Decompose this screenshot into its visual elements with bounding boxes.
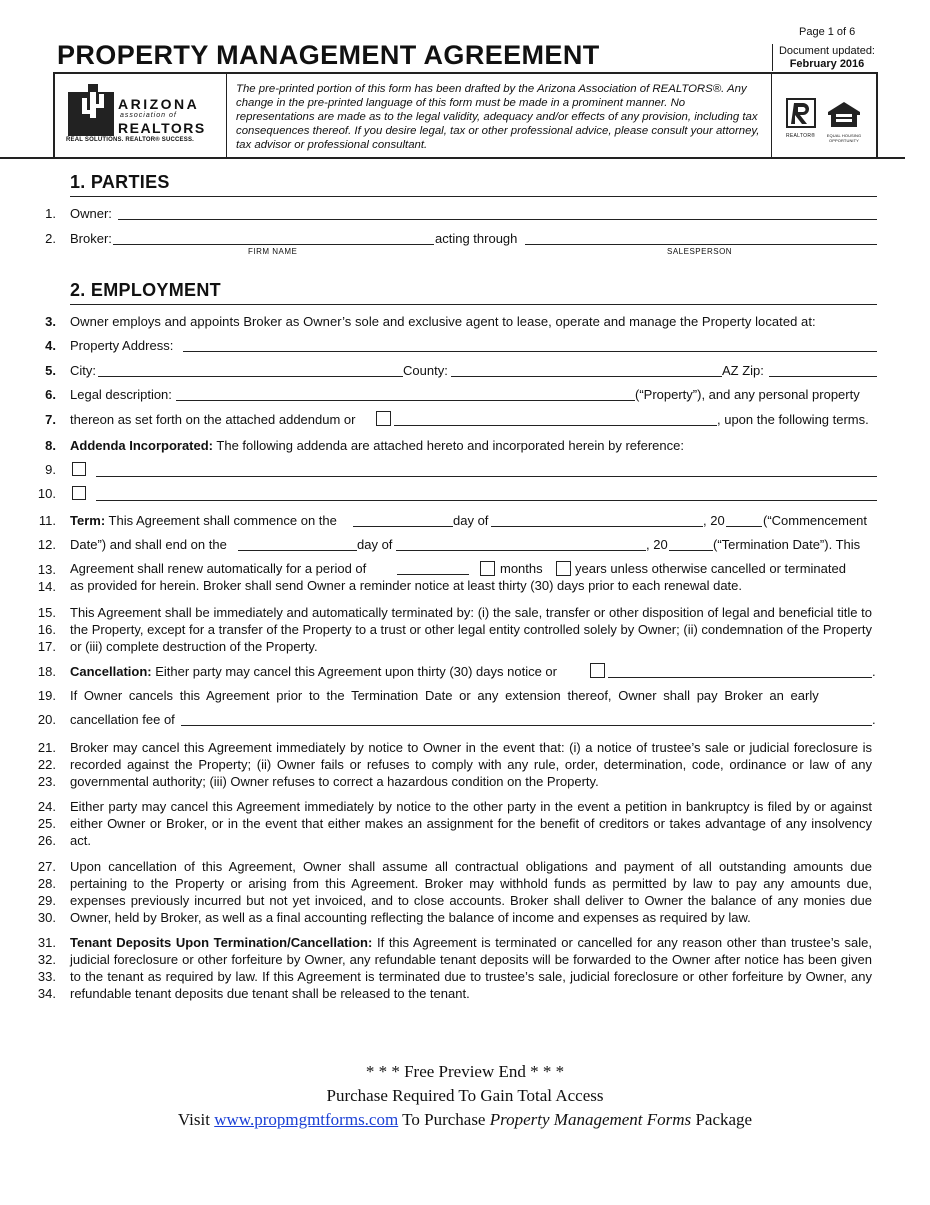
zip-label: AZ Zip:	[722, 363, 764, 378]
automatic-termination-paragraph: This Agreement shall be immediately and automatically terminated by: (i) the sale, transfer or other disposition of legal and beneficial title to the Property, except for a transfer of the Property to a trust or other legal entity controlled solely by Owner; (ii) condemnation of the Property or (iii) complete destruction of the Property.	[70, 605, 872, 654]
years-checkbox[interactable]	[556, 561, 571, 576]
logo-realtors: REALTORS	[118, 120, 206, 136]
early-cancel-text: If Owner cancels this Agreement prior to the Termination Date or any extension thereof, Owner shall pay Broker an early	[70, 688, 819, 703]
addendum-item-checkbox[interactable]	[72, 462, 86, 476]
line-number: 14.	[37, 579, 56, 594]
months-label: months	[500, 561, 543, 576]
county-label: County:	[403, 363, 448, 378]
property-address-label: Property Address:	[70, 338, 174, 353]
logo-arizona: ARIZONA	[118, 96, 200, 112]
line-number: 32.	[37, 952, 56, 967]
line-number: 2.	[45, 231, 56, 246]
cancellation-notice-checkbox[interactable]	[590, 663, 605, 678]
salesperson-field[interactable]	[525, 244, 877, 245]
property-address-field[interactable]	[183, 351, 877, 352]
addenda-heading: Addenda Incorporated:	[70, 438, 214, 453]
preview-end-notice: * * * Free Preview End * * *	[365, 1062, 565, 1081]
line-numbers-24-26	[0, 798, 56, 849]
logo-association: association of	[120, 112, 177, 119]
zip-field[interactable]	[769, 376, 877, 377]
property-definition-text: (“Property”), and any personal property	[635, 387, 860, 402]
header-bottom-rule	[0, 157, 905, 159]
broker-label: Broker:	[70, 231, 112, 246]
line-number: 1.	[45, 206, 56, 221]
broker-cancel-paragraph: Broker may cancel this Agreement immediately by notice to Owner in the event that: (i) a notice of trustee’s sale or judicial foreclosure is recorded against the Property; (ii) Owner fails or refuses to comply with any rule, order, determination, code, ordinance or law of any governmental authority; (iii) Owner refuses to correct a hazardous condition on the Property.	[70, 740, 872, 789]
line-number: 29.	[37, 893, 56, 908]
commencement-text: (“Commencement	[763, 513, 868, 528]
line-numbers-15-17	[0, 604, 56, 655]
package-label: Package	[691, 1110, 753, 1129]
line-number: 27.	[37, 859, 56, 874]
cancellation-heading: Cancellation:	[70, 664, 152, 679]
line-number: 7.	[45, 412, 56, 427]
termination-date-text: (“Termination Date”). This	[713, 537, 861, 552]
cancellation-body: Either party may cancel this Agreement upon thirty (30) days notice or	[151, 664, 557, 679]
salesperson-caption: SALESPERSON	[667, 247, 733, 256]
line-number: 23.	[37, 774, 56, 789]
months-checkbox[interactable]	[480, 561, 495, 576]
commence-day-field[interactable]	[353, 526, 453, 527]
to-purchase-label: To Purchase	[398, 1110, 490, 1129]
cancellation-text	[70, 664, 557, 679]
document-title: PROPERTY MANAGEMENT AGREEMENT	[57, 40, 600, 70]
line-number: 8.	[45, 438, 56, 453]
addenda-body: The following addenda are attached hereto and incorporated herein by reference:	[213, 438, 684, 453]
visit-notice	[0, 1110, 930, 1130]
section-heading-parties: 1. PARTIES	[70, 172, 170, 192]
arizona-realtors-logo	[66, 82, 218, 148]
term-text	[70, 513, 337, 528]
line-number: 25.	[37, 816, 56, 831]
header-divider-left	[226, 74, 227, 157]
cancellation-notice-field[interactable]	[608, 677, 872, 678]
section-rule	[70, 196, 877, 197]
city-field[interactable]	[98, 376, 403, 377]
cactus-logo-icon	[68, 84, 114, 136]
line-number: 6.	[45, 387, 56, 402]
disclaimer-text: The pre-printed portion of this form has been drafted by the Arizona Association of REALTORS®. Any change in the pre-printed language of this form must be made in a prominent manner. No representations are made as to the legal validity, adequacy and/or effects of any provision, including tax consequences thereof. If you desire legal, tax or other professional advice, please consult your attorney, tax advisor or professional consultant.	[236, 83, 760, 151]
broker-firm-field[interactable]	[113, 244, 434, 245]
day-of-label: day of	[357, 537, 393, 552]
employs-text: Owner employs and appoints Broker as Owner’s sole and exclusive agent to lease, operate and manage the Property located at:	[70, 314, 816, 329]
propmgmtforms-link[interactable]: www.propmgmtforms.com	[214, 1110, 399, 1129]
line-number: 19.	[37, 688, 56, 703]
line-number: 18.	[37, 664, 56, 679]
cancellation-obligations-paragraph: Upon cancellation of this Agreement, Owner shall assume all contractual obligations and payment of all outstanding amounts due pertaining to the Property or arising from this Agreement. Broker may withhold funds as permitted by law to pay any amounts due, expenses previously incurred but not yet invoiced, and to close accounts. Broker shall deliver to Owner the balance of any monies due Owner, held by Broker, as well as a final accounting reflecting the balance of income and expenses as required by law.	[70, 859, 872, 925]
term-heading: Term:	[70, 513, 106, 528]
line-number: 24.	[37, 799, 56, 814]
document-updated-label: Document updated:	[778, 45, 875, 57]
line-number: 17.	[37, 639, 56, 654]
city-label: City:	[70, 363, 96, 378]
day-of-label: day of	[453, 513, 489, 528]
line-number: 13.	[37, 562, 56, 577]
tenant-deposits-body: If this Agreement is terminated or cancelled for any reason other than trustee’s sale, judicial foreclosure or other forfeiture by Owner, any refundable tenant deposits will be forwarded to the Owner after notice has been given to the tenant as required by law. If this Agreement is terminated due to trustee’s sale, judicial foreclosure or other forfeiture by Owner, any refundable tenant deposits due tenant shall be released to the tenant.	[70, 935, 872, 1001]
county-field[interactable]	[451, 376, 722, 377]
bankruptcy-paragraph: Either party may cancel this Agreement immediately by notice to the other party in the event a petition in bankruptcy is filed by or against either Owner or Broker, or in the event that either makes an assignment for the benefit of creditors or takes advantage of any insolvency act.	[70, 799, 872, 848]
addendum-item-field[interactable]	[96, 476, 877, 477]
year-prefix: , 20	[703, 513, 725, 528]
renewal-notice-text: as provided for herein. Broker shall send Owner a reminder notice at least thirty (30) days prior to each renewal date.	[70, 578, 743, 593]
years-unless-text: years unless otherwise cancelled or terminated	[575, 561, 846, 576]
year-prefix: , 20	[646, 537, 668, 552]
acting-through-label: acting through	[435, 231, 518, 246]
logo-tagline: REAL SOLUTIONS. REALTOR® SUCCESS.	[66, 137, 195, 143]
visit-label: Visit	[177, 1110, 215, 1129]
end-month-field[interactable]	[396, 550, 646, 551]
legal-description-label: Legal description:	[70, 387, 172, 402]
equal-housing-house-icon	[826, 100, 862, 128]
line-numbers-13-14	[0, 561, 56, 595]
line-number: 22.	[37, 757, 56, 772]
line-number: 16.	[37, 622, 56, 637]
tenant-deposits-heading: Tenant Deposits Upon Termination/Cancellation:	[70, 935, 373, 950]
purchase-required-notice: Purchase Required To Gain Total Access	[326, 1086, 604, 1105]
renew-text: Agreement shall renew automatically for a period of	[70, 561, 367, 576]
line-number: 21.	[37, 740, 56, 755]
addendum-field[interactable]	[394, 425, 717, 426]
renewal-period-field[interactable]	[397, 574, 469, 575]
addenda-text	[70, 438, 684, 453]
section-heading-employment: 2. EMPLOYMENT	[70, 280, 221, 300]
document-updated-date: February 2016	[789, 58, 865, 70]
page-number: Page 1 of 6	[799, 26, 856, 38]
line-numbers-27-30	[0, 858, 56, 926]
end-year-field[interactable]	[669, 550, 713, 551]
line-number: 30.	[37, 910, 56, 925]
line-number: 34.	[37, 986, 56, 1001]
cancellation-fee-field[interactable]	[181, 725, 872, 726]
line-number: 12.	[37, 537, 56, 552]
line-number: 3.	[45, 314, 56, 329]
line-numbers-31-34	[0, 934, 56, 1002]
equal-housing-mark	[826, 100, 866, 143]
line-number: 33.	[37, 969, 56, 984]
line-number: 31.	[37, 935, 56, 950]
realtor-mark	[786, 98, 820, 140]
line-number: 20.	[37, 712, 56, 727]
line-number: 28.	[37, 876, 56, 891]
section-rule	[70, 304, 877, 305]
document-updated	[772, 44, 881, 71]
legal-description-field[interactable]	[176, 400, 635, 401]
owner-field[interactable]	[118, 219, 877, 220]
realtor-r-icon	[786, 98, 816, 128]
equal-housing-label: EQUAL HOUSING OPPORTUNITY	[826, 133, 862, 143]
firm-name-caption: FIRM NAME	[248, 247, 298, 256]
addendum-item-field[interactable]	[96, 500, 877, 501]
owner-label: Owner:	[70, 206, 112, 221]
following-terms-text: , upon the following terms.	[717, 412, 869, 427]
period-mark: .	[872, 664, 876, 679]
end-date-text: Date”) and shall end on the	[70, 537, 227, 552]
commence-year-field[interactable]	[726, 526, 762, 527]
addendum-item-checkbox[interactable]	[72, 486, 86, 500]
line-number: 9.	[45, 462, 56, 477]
tenant-deposits-paragraph	[70, 934, 872, 1002]
addendum-checkbox[interactable]	[376, 411, 391, 426]
line-number: 26.	[37, 833, 56, 848]
period-mark: .	[872, 712, 876, 727]
term-commence-text: This Agreement shall commence on the	[105, 513, 337, 528]
cancellation-fee-label: cancellation fee of	[70, 712, 175, 727]
line-number: 10.	[37, 486, 56, 501]
commence-month-field[interactable]	[491, 526, 703, 527]
end-day-field[interactable]	[238, 550, 357, 551]
package-name: Property Management Forms	[489, 1110, 692, 1129]
line-number: 11.	[38, 513, 56, 528]
line-numbers-21-23	[0, 739, 56, 790]
header-divider-right	[771, 74, 772, 157]
line-number: 5.	[45, 363, 56, 378]
line-number: 15.	[37, 605, 56, 620]
line-number: 4.	[45, 338, 56, 353]
thereon-text: thereon as set forth on the attached addendum or	[70, 412, 356, 427]
realtor-mark-label: REALTOR®	[786, 133, 816, 139]
